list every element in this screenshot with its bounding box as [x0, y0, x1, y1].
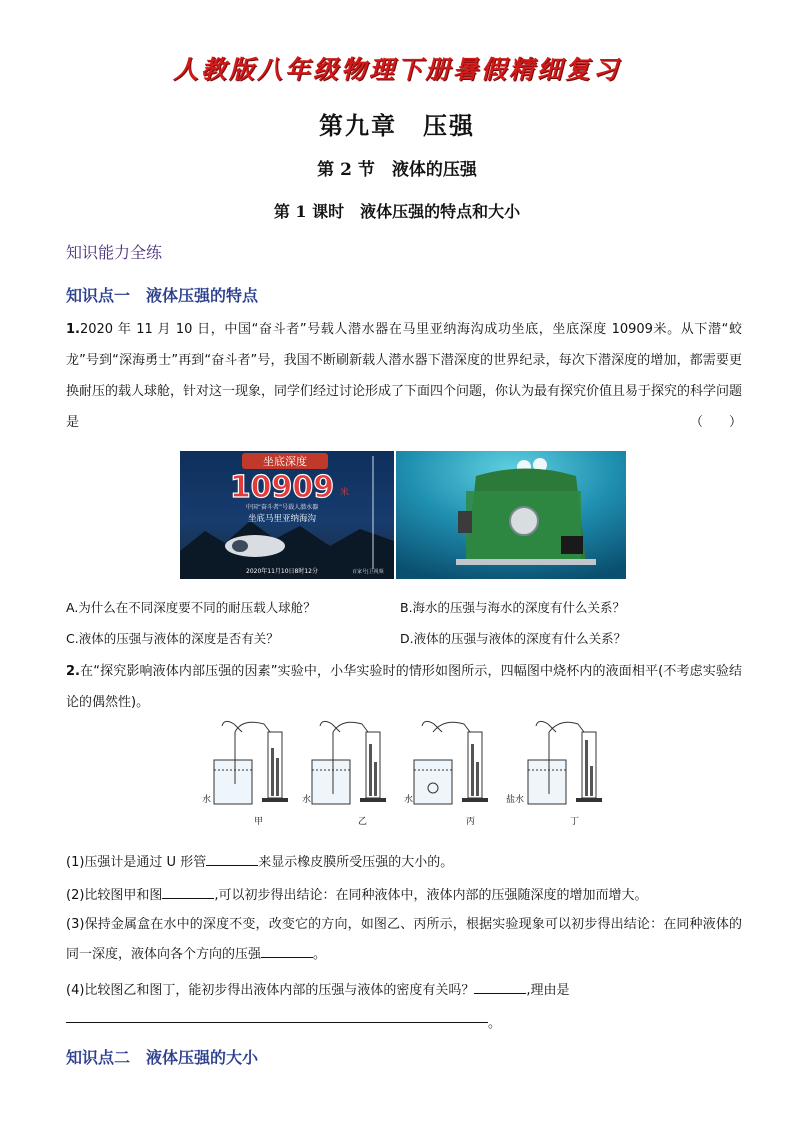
option-d[interactable]: D.液体的压强与液体的深度有什么关系？	[400, 631, 627, 646]
question-2-text: 在“探究影响液体内部压强的因素”实验中，小华实验时的情形如图所示，四幅图中烧杯内的液面相平(不考虑实验结论的偶然性)。	[66, 664, 742, 710]
answer-blank-2[interactable]	[162, 884, 214, 899]
label-jia: 甲	[254, 817, 264, 827]
sub4-text-a: (4)比较图乙和图丁，能初步得出液体内部的压强与液体的密度有关吗？	[66, 983, 475, 998]
poster-top-label: 坐底深度	[263, 455, 307, 468]
setup-yi	[302, 721, 386, 805]
poster-caption-small: 中国“奋斗者”号载人潜水器	[245, 504, 319, 511]
poster-depth-number: 10909	[229, 470, 335, 505]
sub-question-4	[66, 979, 570, 998]
label-water-jia: 水	[202, 795, 212, 805]
question-2	[66, 656, 742, 718]
section-title: 第 2 节 液体的压强	[317, 160, 477, 180]
experiment-diagram	[202, 718, 612, 830]
sub4-end: 。	[488, 1016, 502, 1031]
answer-blank-1[interactable]	[206, 851, 258, 866]
label-yi: 乙	[358, 817, 368, 827]
option-c[interactable]: C.液体的压强与液体的深度是否有关？	[66, 631, 279, 646]
sub-question-3	[66, 910, 742, 970]
label-water-yi: 水	[302, 795, 312, 805]
question-2-number: 2.	[66, 664, 80, 679]
question-1-number: 1.	[66, 322, 80, 337]
poster-unit: 米	[340, 488, 350, 498]
pressure-experiment-figure	[202, 718, 612, 830]
label-brine: 盐水	[506, 795, 525, 805]
label-water-bing: 水	[404, 795, 414, 805]
sub-question-1	[66, 851, 453, 870]
lesson-title: 第 1 课时 液体压强的特点和大小	[273, 202, 521, 221]
setup-ding	[506, 721, 602, 805]
sub2-text-a: (2)比较图甲和图	[66, 888, 163, 903]
setup-jia	[202, 721, 288, 805]
poster-caption: 坐底马里亚纳海沟	[247, 514, 317, 524]
sub3-text-b: 。	[313, 947, 327, 962]
part-title: 知识能力全练	[66, 243, 163, 262]
sub3-text-a: (3)保持金属盒在水中的深度不变，改变它的方向，如图乙、丙所示，根据实验现象可以初步得出结论：在同种液体的同一深度，液体向各个方向的压强	[66, 917, 742, 962]
question-1-text: 2020 年 11 月 10 日，中国“奋斗者”号载人潜水器在马里亚纳海沟成功坐底，坐底深度 10909米。从下潜“蛟龙”号到“深海勇士”再到“奋斗者”号，我国不断刷新载人潜水器下潜深度的世界纪录，每次下潜深度的增加，都需要更换耐压的载人球舱，针对这一现象，同学们经过讨论形成了下面四个问题，你认为最有探究价值且易于探究的科学问题是	[66, 322, 743, 430]
chapter-title: 第九章 压强	[319, 111, 475, 140]
answer-blank-3[interactable]	[261, 943, 313, 958]
knowledge-point-1: 知识点一 液体压强的特点	[66, 286, 259, 305]
poster-date: 2020年11月10日8时12分	[246, 568, 318, 575]
submersible-graphic	[396, 451, 626, 579]
sub4-text-b: ,理由是	[526, 983, 570, 998]
option-b[interactable]: B.海水的压强与海水的深度有什么关系？	[400, 600, 626, 615]
answer-blank-4[interactable]	[474, 979, 526, 994]
submersible-photo	[396, 451, 626, 579]
answer-bracket: （ ）	[689, 415, 742, 430]
label-bing: 丙	[466, 817, 476, 827]
sub1-text-b: 来显示橡皮膜所受压强的大小的。	[258, 855, 454, 870]
poster-credit: 百家号|卫视频	[352, 569, 384, 575]
knowledge-point-2: 知识点二 液体压强的大小	[66, 1048, 259, 1067]
answer-blank-reason[interactable]	[66, 1008, 488, 1023]
option-a[interactable]: A.为什么在不同深度要不同的耐压载人球舱？	[66, 600, 316, 615]
sub1-text-a: (1)压强计是通过 U 形管	[66, 855, 207, 870]
sub-question-2	[66, 884, 648, 903]
record-poster-graphic	[180, 451, 394, 579]
sub2-text-b: ,可以初步得出结论：在同种液体中，液体内部的压强随深度的增加而增大。	[214, 888, 648, 903]
document-banner: 人教版八年级物理下册暑假精细复习	[172, 55, 621, 84]
record-depth-photo	[180, 451, 394, 579]
label-ding: 丁	[570, 817, 580, 827]
question-1	[66, 314, 742, 438]
setup-bing	[404, 721, 488, 805]
